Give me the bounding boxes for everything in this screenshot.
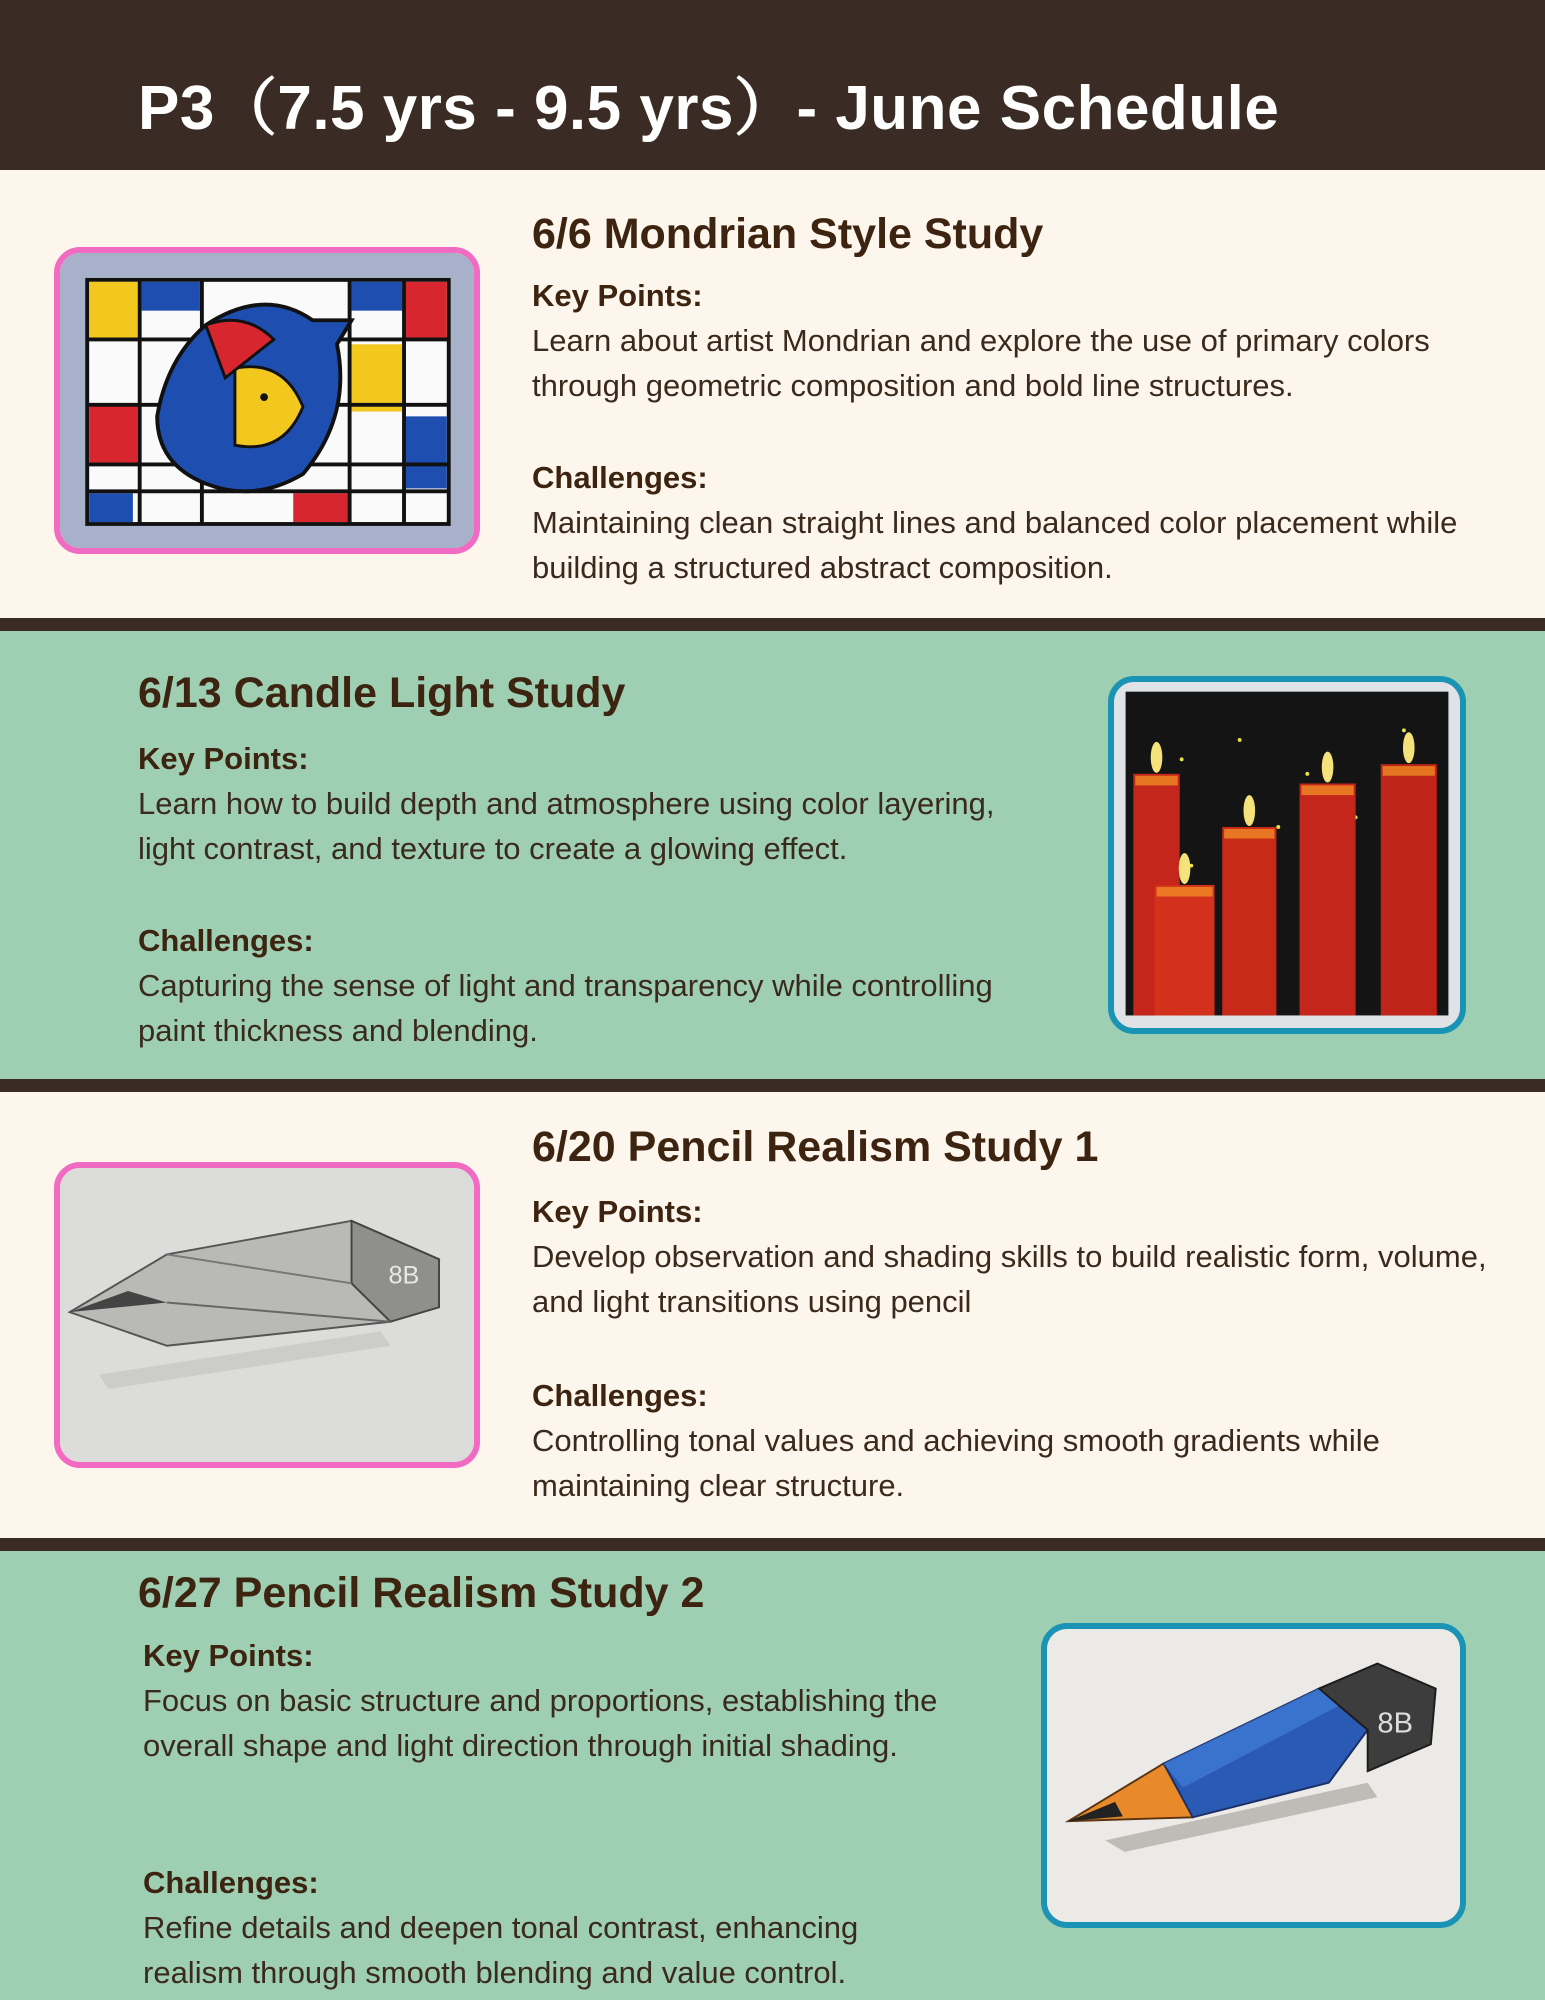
session-title: 6/27 Pencil Realism Study 2: [138, 1569, 705, 1617]
challenges-text: Controlling tonal values and achieving smooth gradients while maintaining clear structure.: [532, 1423, 1380, 1503]
session-title: 6/6 Mondrian Style Study: [532, 210, 1044, 258]
mondrian-artwork-image: [54, 247, 480, 554]
key-points-text: Learn how to build depth and atmosphere using color layering, light contrast, and texture to create a glowing effect.: [138, 786, 995, 866]
challenges-text: Maintaining clean straight lines and balanced color placement while building a structured abstract composition.: [532, 505, 1458, 585]
key-points-label: Key Points:: [532, 278, 703, 313]
key-points-label: Key Points:: [143, 1638, 314, 1673]
section-divider: [0, 1079, 1545, 1092]
key-points-text: Learn about artist Mondrian and explore the use of primary colors through geometric composition and bold line structures.: [532, 323, 1430, 403]
session-title: 6/13 Candle Light Study: [138, 669, 626, 717]
pencil-grade-label: 8B: [388, 1261, 420, 1290]
challenges-label: Challenges:: [143, 1865, 319, 1900]
colored-pencil-artwork-image: [1041, 1623, 1466, 1928]
challenges-label: Challenges:: [532, 1378, 708, 1413]
session-section-2: [0, 631, 1545, 1079]
key-points-label: Key Points:: [532, 1194, 703, 1229]
pencil-grade-label: 8B: [1377, 1707, 1414, 1740]
session-title: 6/20 Pencil Realism Study 1: [532, 1123, 1099, 1171]
challenges-text: Capturing the sense of light and transparency while controlling paint thickness and blending.: [138, 968, 993, 1048]
pencil-sketch-image: [54, 1162, 480, 1468]
key-points-text: Focus on basic structure and proportions, establishing the overall shape and light direction through initial shading.: [143, 1683, 938, 1763]
challenges-label: Challenges:: [532, 460, 708, 495]
session-section-1: [0, 170, 1545, 618]
section-divider: [0, 618, 1545, 631]
session-section-3: [0, 1092, 1545, 1538]
session-section-4: [0, 1551, 1545, 2000]
challenges-text: Refine details and deepen tonal contrast, enhancing realism through smooth blending and value control.: [143, 1910, 859, 1990]
key-points-label: Key Points:: [138, 741, 309, 776]
section-divider: [0, 1538, 1545, 1551]
page-title: P3（7.5 yrs - 9.5 yrs）- June Schedule: [138, 74, 1280, 143]
challenges-label: Challenges:: [138, 923, 314, 958]
key-points-text: Develop observation and shading skills to build realistic form, volume, and light transitions using pencil: [532, 1239, 1487, 1319]
candle-artwork-image: [1108, 676, 1466, 1034]
page-header: [0, 0, 1545, 170]
